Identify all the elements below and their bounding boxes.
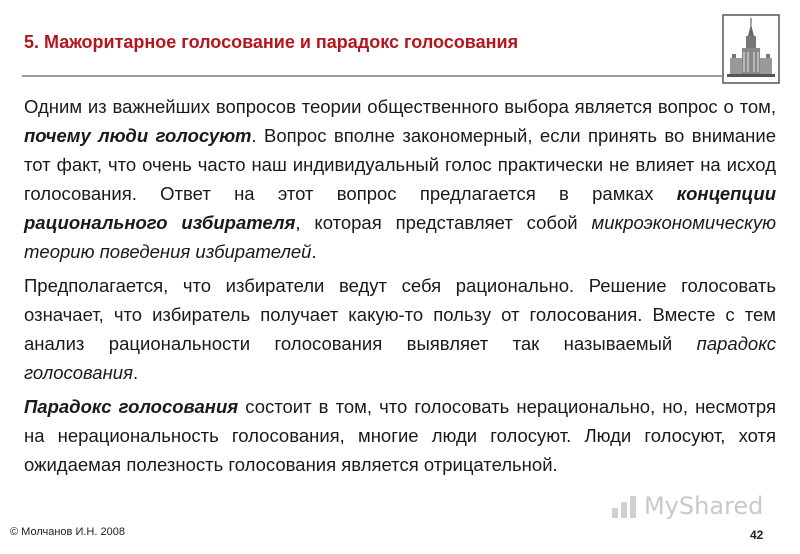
emphasis-voting-paradox-term: Парадокс голосования <box>24 396 239 417</box>
university-building-icon <box>722 14 780 84</box>
text: , которая представляет собой <box>295 212 592 233</box>
text: состоит в том, что голосовать нерационально, но, несмотря на нерациональность голосования, многие люди голосуют. Люди голосуют, хотя ожидаемая полезность голосования является отрицательной. <box>24 396 776 475</box>
myshared-logo-icon <box>610 492 638 520</box>
slide-title: 5. Мажоритарное голосование и парадокс голосования <box>24 32 519 52</box>
emphasis-microeconomic-theory: микроэкономическую теорию поведения избирателей <box>24 212 776 262</box>
title-divider <box>22 75 722 77</box>
paragraph-rational-voter <box>24 92 776 266</box>
text: . Вопрос вполне закономерный, если принять во внимание тот факт, что очень часто наш индивидуальный голос практически не влияет на исход голосования. Ответ на этот вопрос предлагается в рамках <box>24 125 776 204</box>
text: Предполагается, что избиратели ведут себя рационально. Решение голосовать означает, что избиратель получает какую-то пользу от голосования. Вместе с тем анализ рациональности голосования выявляет так называемый <box>24 275 776 354</box>
slide-body <box>24 92 776 484</box>
watermark <box>610 492 763 520</box>
emphasis-voting-paradox: парадокс голосования <box>24 333 776 383</box>
paragraph-paradox-definition <box>24 392 776 479</box>
page-number: 42 <box>750 528 764 542</box>
emphasis-rational-voter-concept: концепции рационального избирателя <box>24 183 776 233</box>
text: . <box>132 362 139 383</box>
text: Одним из важнейших вопросов теории общественного выбора является вопрос о том, <box>24 96 776 117</box>
watermark-text: MyShared <box>644 492 764 520</box>
paragraph-rationality <box>24 271 776 387</box>
footer-copyright: © Молчанов И.Н. 2008 <box>10 526 125 538</box>
text: . <box>311 241 317 262</box>
emphasis-why-people-vote: почему люди голосуют <box>24 125 252 146</box>
